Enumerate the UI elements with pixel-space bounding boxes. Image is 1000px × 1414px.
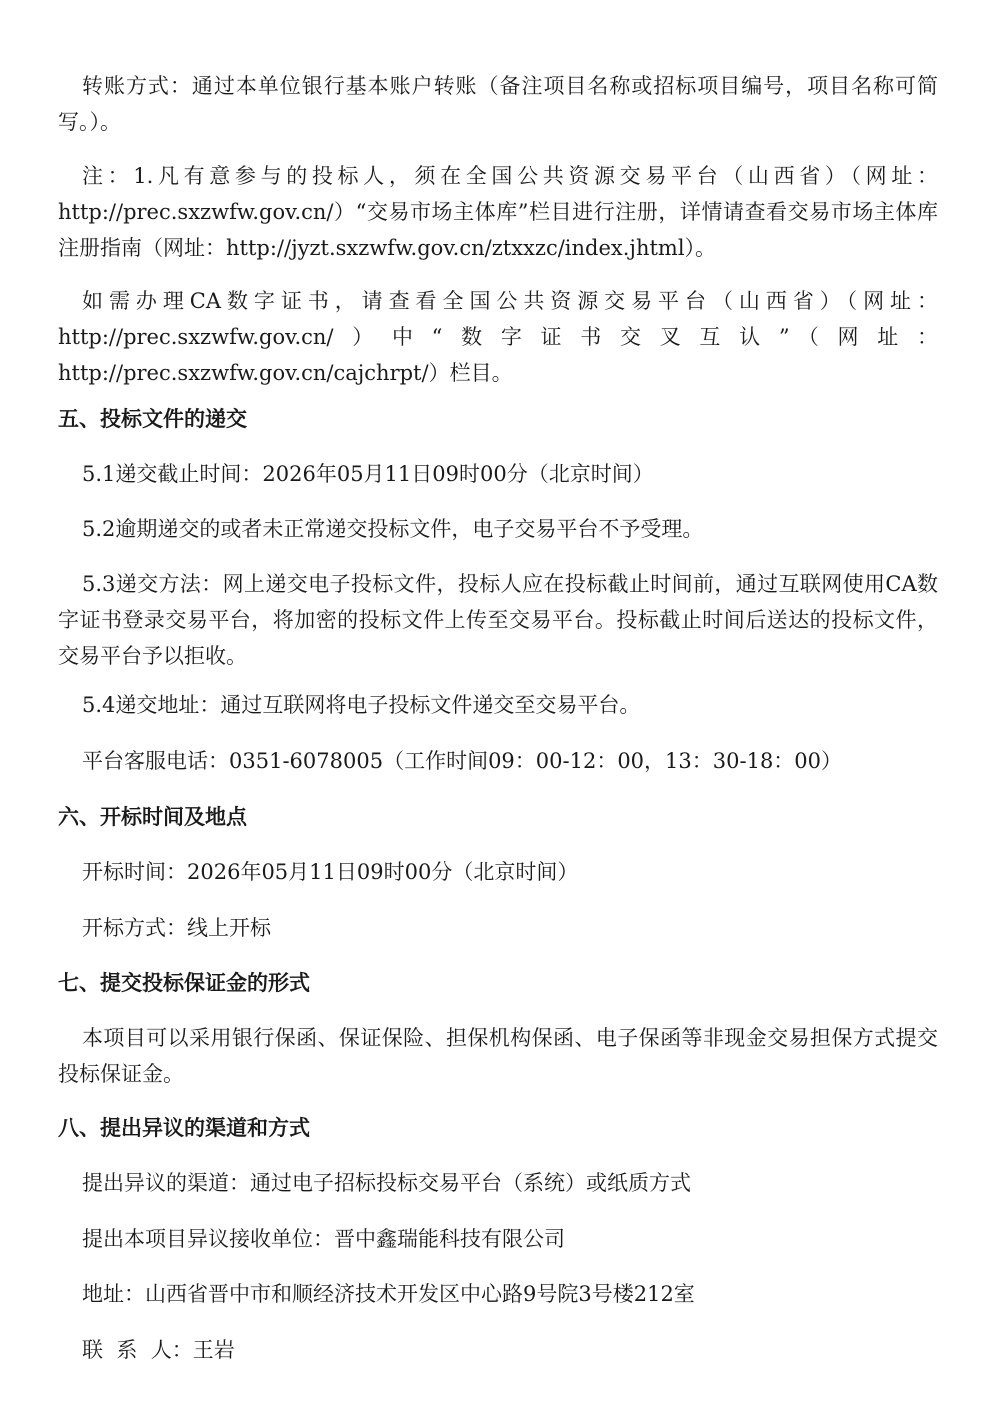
ca-certificate-paragraph: 如需办理CA数字证书，请查看全国公共资源交易平台（山西省）（网址：http://prec.sxzwfw.gov.cn/）中“数字证书交叉互认”（网址：http://prec.sxzwfw.gov.cn/cajchrpt/）栏目。 — [58, 289, 938, 385]
section-7-heading: 七、提交投标保证金的形式 — [58, 971, 310, 995]
submission-method-paragraph: 5.3递交方法：网上递交电子投标文件，投标人应在投标截止时间前，通过互联网使用CA数字证书登录交易平台，将加密的投标文件上传至交易平台。投标截止时间后送达的投标文件，交易平台予以拒收。 — [58, 572, 938, 668]
opening-time-paragraph: 开标时间：2026年05月11日09时00分（北京时间） — [82, 860, 579, 884]
section-6-heading: 六、开标时间及地点 — [58, 805, 247, 829]
address-paragraph: 地址：山西省晋中市和顺经济技术开发区中心路9号院3号楼212室 — [82, 1282, 695, 1306]
registration-note-paragraph: 注：1.凡有意参与的投标人，须在全国公共资源交易平台（山西省）（网址：http://prec.sxzwfw.gov.cn/）“交易市场主体库”栏目进行注册，详情请查看交易市场主体库注册指南（网址：http://jyzt.sxzwfw.gov.cn/ztxxzc/index.jhtml）。 — [58, 164, 938, 260]
section-8-heading: 八、提出异议的渠道和方式 — [58, 1116, 310, 1140]
late-submission-paragraph: 5.2逾期递交的或者未正常递交投标文件，电子交易平台不予受理。 — [82, 517, 704, 541]
contact-person-paragraph: 联 系 人：王岩 — [82, 1338, 235, 1362]
hotline-paragraph: 平台客服电话：0351-6078005（工作时间09：00-12：00，13：30-18：00） — [82, 749, 843, 773]
objection-receiver-paragraph: 提出本项目异议接收单位：晋中鑫瑞能科技有限公司 — [82, 1227, 565, 1251]
submission-address-paragraph: 5.4递交地址：通过互联网将电子投标文件递交至交易平台。 — [82, 693, 641, 717]
objection-channel-paragraph: 提出异议的渠道：通过电子招标投标交易平台（系统）或纸质方式 — [82, 1171, 691, 1195]
opening-method-paragraph: 开标方式：线上开标 — [82, 916, 271, 940]
deposit-form-paragraph: 本项目可以采用银行保函、保证保险、担保机构保函、电子保函等非现金交易担保方式提交投标保证金。 — [58, 1026, 938, 1086]
submission-deadline-paragraph: 5.1递交截止时间：2026年05月11日09时00分（北京时间） — [82, 462, 654, 486]
section-5-heading: 五、投标文件的递交 — [58, 407, 247, 431]
transfer-method-paragraph: 转账方式：通过本单位银行基本账户转账（备注项目名称或招标项目编号，项目名称可简写。）。 — [58, 74, 938, 134]
